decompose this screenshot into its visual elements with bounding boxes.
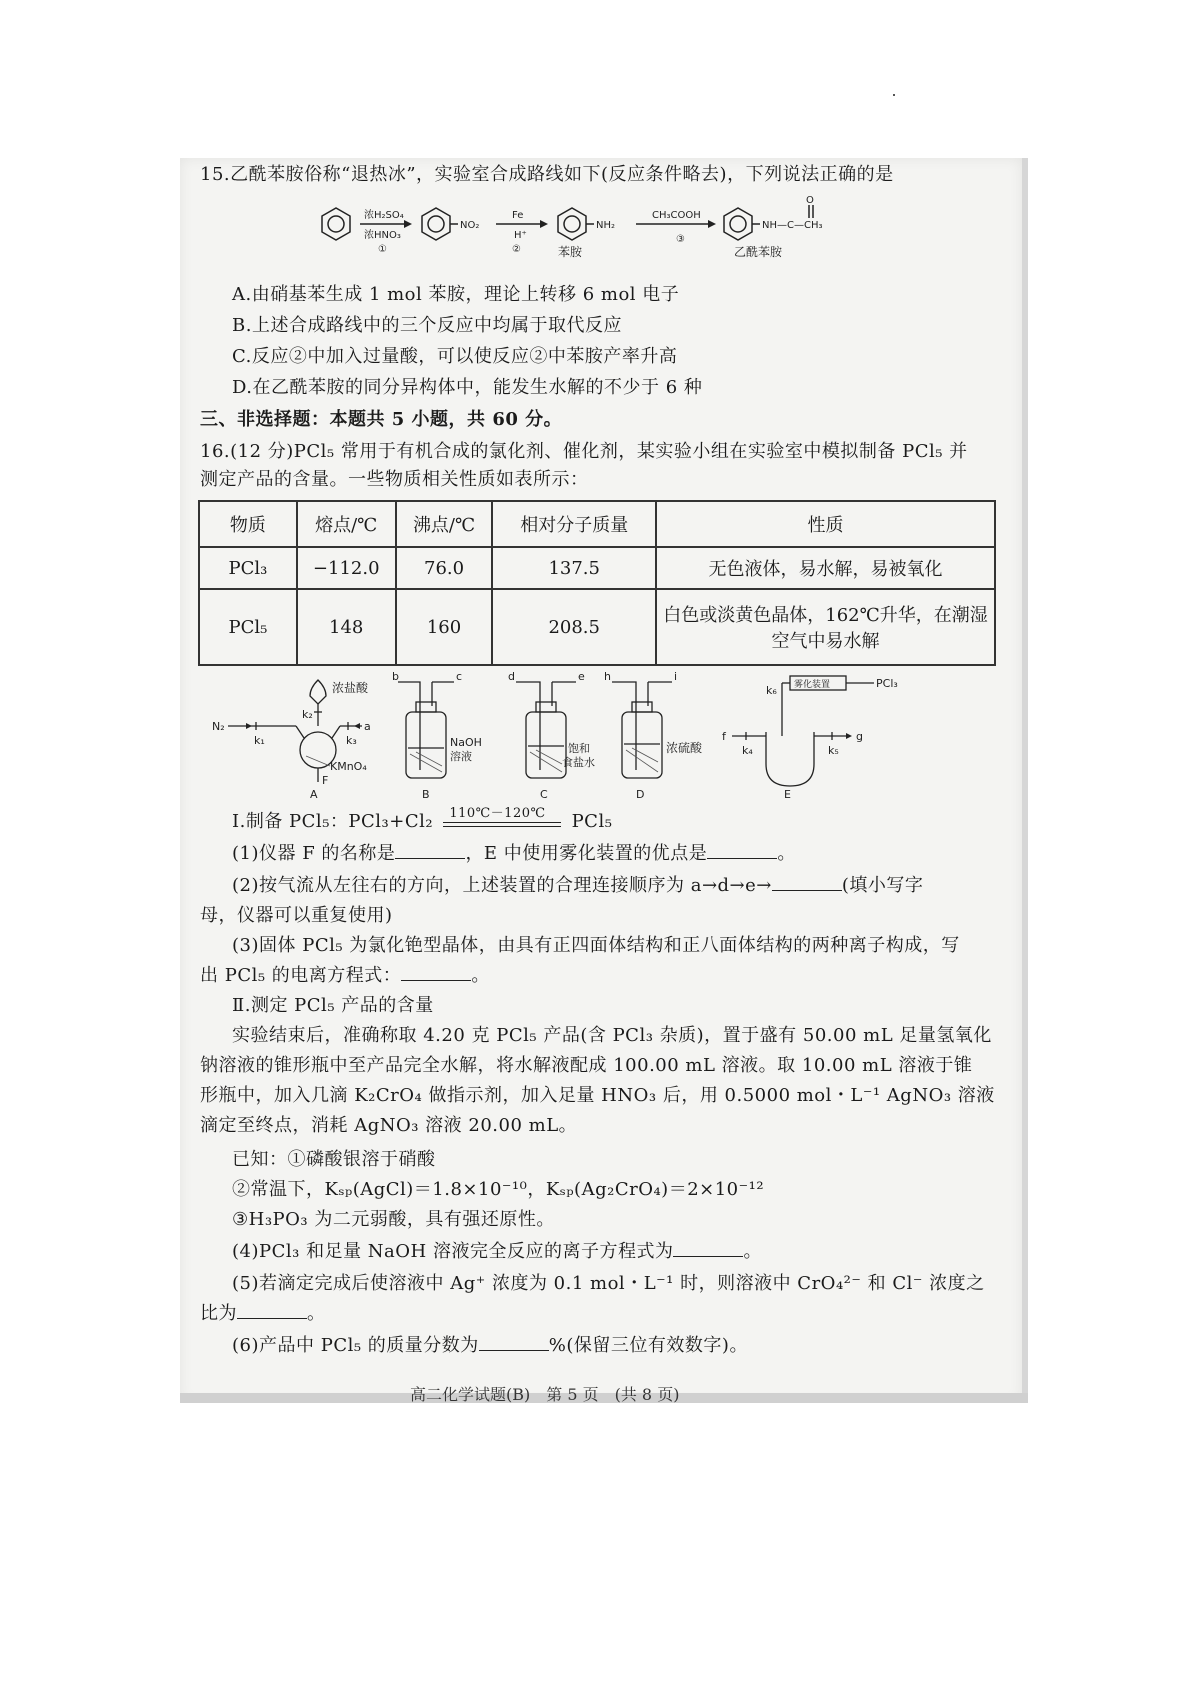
answer-blank[interactable]: [707, 842, 777, 859]
gas-bottle-b: [406, 712, 446, 778]
label-e-port: e: [578, 672, 585, 683]
cell-melting-point: 148: [297, 589, 396, 665]
q2-text: (2)按气流从左往右的方向，上述装置的合理连接顺序为 a→d→e→: [232, 875, 772, 896]
part1-product: PCl₅: [571, 811, 613, 832]
q16-sub-4: (4)PCl₃ 和足量 NaOH 溶液完全反应的离子方程式为 。: [232, 1241, 762, 1262]
label-apparatus-c: C: [540, 788, 548, 800]
label-naoh-solution: 溶液: [450, 750, 472, 763]
label-b-port: b: [392, 672, 399, 683]
header-properties: 性质: [656, 501, 995, 547]
reaction-arrow: [443, 806, 561, 832]
label-naoh: NaOH: [450, 736, 482, 749]
reagent-2-bottom: H⁺: [514, 230, 527, 241]
apparatus-diagram: [210, 672, 990, 800]
label-a: a: [364, 720, 371, 733]
label-n2: N₂: [212, 720, 225, 733]
cell-properties: 无色液体，易水解，易被氧化: [656, 547, 995, 589]
q16-sub-2: [232, 874, 1032, 898]
q16-sub-1: (1)仪器 F 的名称是 ，E 中使用雾化装置的优点是 。: [232, 843, 796, 864]
u-tube: [766, 732, 814, 786]
reaction-condition: 110℃－120℃: [449, 806, 546, 821]
q16-sub-5-cont: 比为 。: [200, 1303, 326, 1324]
answer-blank[interactable]: [479, 1334, 549, 1351]
product-name: 乙酰苯胺: [734, 245, 783, 259]
q15-option-d: D.在乙酰苯胺的同分异构体中，能发生水解的不少于 6 种: [232, 377, 703, 398]
reagent-1-top: 浓H₂SO₄: [364, 210, 404, 221]
q2-text-b: (填小写字: [841, 875, 924, 896]
label-brine: 食盐水: [562, 756, 595, 769]
procedure-line-2: 钠溶液的锥形瓶中至产品完全水解，将水解液配成 100.00 mL 溶液。取 10.00 mL 溶液于锥: [200, 1055, 973, 1076]
label-conc-h2so4: 浓硫酸: [666, 741, 703, 755]
apparatus-e: [732, 676, 874, 786]
procedure-line-3: 形瓶中，加入几滴 K₂CrO₄ 做指示剂，加入足量 HNO₃ 后，用 0.5000 mol・L⁻¹ AgNO₃ 溶液: [200, 1085, 995, 1106]
label-conc-hcl: 浓盐酸: [332, 681, 369, 695]
cell-boiling-point: 160: [396, 589, 493, 665]
q16-sub-5: (5)若滴定完成后使溶液中 Ag⁺ 浓度为 0.1 mol・L⁻¹ 时，则溶液中 CrO₄²⁻ 和 Cl⁻ 浓度之: [232, 1273, 985, 1294]
label-pcl3-feed: PCl₃: [876, 677, 898, 690]
q16-sub-3-cont: 出 PCl₅ 的电离方程式： 。: [200, 965, 490, 986]
label-k1: k₁: [254, 734, 265, 747]
reaction-3-number: ③: [676, 234, 685, 245]
cell-substance: PCl₃: [199, 547, 297, 589]
label-d-port: d: [508, 672, 515, 683]
apparatus-d: [612, 682, 672, 778]
header-melting-point: 熔点/℃: [297, 501, 396, 547]
separatory-funnel: [310, 680, 326, 704]
procedure-line-4: 滴定至终点，消耗 AgNO₃ 溶液 20.00 mL。: [200, 1115, 578, 1136]
label-g-port: g: [856, 730, 863, 743]
reaction-2-number: ②: [512, 244, 521, 255]
answer-blank[interactable]: [772, 874, 842, 891]
cell-boiling-point: 76.0: [396, 547, 493, 589]
label-i-port: i: [674, 672, 678, 683]
nitro-group: NO₂: [460, 220, 480, 231]
apparatus-b: [398, 682, 454, 778]
label-k2: k₂: [302, 708, 313, 721]
table-row: [199, 589, 995, 665]
label-apparatus-b: B: [422, 788, 430, 800]
q16-intro-1: 16.(12 分)PCl₅ 常用于有机合成的氯化剂、催化剂，某实验小组在实验室中模拟制备 PCl₅ 并: [200, 441, 968, 462]
answer-blank[interactable]: [673, 1240, 743, 1257]
table-header-row: [199, 501, 995, 547]
reagent-2-top: Fe: [512, 210, 524, 221]
benzene-ring-2: [422, 208, 450, 240]
benzene-ring-4: [724, 208, 752, 240]
label-c-port: c: [456, 672, 463, 683]
answer-blank[interactable]: [395, 842, 465, 859]
procedure-line-1: 实验结束后，准确称取 4.20 克 PCl₅ 产品(含 PCl₃ 杂质)，置于盛有 50.00 mL 足量氢氧化: [232, 1025, 992, 1046]
q1-text: (1)仪器 F 的名称是: [232, 843, 396, 864]
q15-stem: 15.乙酰苯胺俗称“退热冰”，实验室合成路线如下(反应条件略去)，下列说法正确的是: [200, 164, 894, 185]
cell-properties-line-2: 空气中易水解: [771, 631, 880, 652]
label-k5: k₅: [828, 744, 839, 757]
synthesis-scheme: [300, 196, 900, 274]
label-k6: k₆: [766, 684, 777, 697]
header-boiling-point: 沸点/℃: [396, 501, 493, 547]
known-3: ③H₃PO₃ 为二元弱酸，具有强还原性。: [232, 1209, 555, 1230]
q4-text: (4)PCl₃ 和足量 NaOH 溶液完全反应的离子方程式为: [232, 1241, 674, 1262]
label-k4: k₄: [742, 744, 753, 757]
label-f: F: [322, 774, 329, 787]
aniline-name: 苯胺: [558, 245, 583, 259]
label-saturated: 饱和: [568, 742, 590, 755]
scan-speck: [893, 94, 895, 96]
q16-intro-2: 测定产品的含量。一些物质相关性质如表所示：: [200, 469, 589, 490]
answer-blank[interactable]: [237, 1302, 307, 1319]
reaction-1-number: ①: [378, 244, 387, 255]
label-apparatus-d: D: [636, 788, 645, 800]
answer-blank[interactable]: [401, 964, 471, 981]
q1-text-b: ，E 中使用雾化装置的优点是: [465, 843, 708, 864]
part1-title: Ⅰ.制备 PCl₅：PCl₃+Cl₂: [232, 811, 434, 832]
part1-heading: [232, 806, 1032, 834]
gas-bottle-d: [622, 712, 662, 778]
reagent-3-top: CH₃COOH: [652, 210, 701, 221]
table-row: [199, 547, 995, 589]
header-molar-mass: 相对分子质量: [492, 501, 656, 547]
label-apparatus-e: E: [784, 788, 791, 800]
label-k3: k₃: [346, 734, 357, 747]
page-footer: 高二化学试题(B) 第 5 页 (共 8 页): [410, 1385, 680, 1404]
q6-text: (6)产品中 PCl₅ 的质量分数为: [232, 1335, 479, 1356]
amide-group: NH—C—CH₃: [762, 220, 823, 231]
amine-group: NH₂: [596, 220, 616, 231]
carbonyl-oxygen: O: [806, 196, 814, 206]
cell-melting-point: −112.0: [297, 547, 396, 589]
cell-molar-mass: 137.5: [492, 547, 656, 589]
cell-molar-mass: 208.5: [492, 589, 656, 665]
benzene-ring-1: [322, 208, 350, 240]
properties-table: [198, 500, 996, 666]
q16-sub-6: [232, 1334, 1032, 1358]
q16-sub-2-cont: 母，仪器可以重复使用): [200, 905, 393, 926]
q15-option-c: C.反应②中加入过量酸，可以使反应②中苯胺产率升高: [232, 346, 678, 367]
known-1: 已知：①磷酸银溶于硝酸: [232, 1149, 436, 1170]
q16-sub-3: (3)固体 PCl₅ 为氯化铯型晶体，由具有正四面体结构和正八面体结构的两种离子构成，写: [232, 935, 960, 956]
q5-text-b: 比为: [200, 1303, 237, 1324]
q15-option-a: A.由硝基苯生成 1 mol 苯胺，理论上转移 6 mol 电子: [232, 284, 680, 305]
label-kmno4: KMnO₄: [330, 760, 367, 773]
cell-substance: PCl₅: [199, 589, 297, 665]
label-apparatus-a: A: [310, 788, 318, 800]
cell-properties: [656, 589, 995, 665]
label-h-port: h: [604, 672, 611, 683]
label-f-port: f: [722, 730, 726, 743]
label-spray-device: 雾化装置: [794, 680, 831, 690]
cell-properties-line-1: 白色或淡黄色晶体，162℃升华，在潮湿: [663, 605, 988, 626]
known-2: ②常温下，Kₛₚ(AgCl)＝1.8×10⁻¹⁰，Kₛₚ(Ag₂CrO₄)＝2×10⁻¹²: [232, 1179, 765, 1200]
q15-option-b: B.上述合成路线中的三个反应中均属于取代反应: [232, 315, 622, 336]
header-substance: 物质: [199, 501, 297, 547]
reagent-1-bottom: 浓HNO₃: [364, 230, 401, 241]
part2-heading: Ⅱ.测定 PCl₅ 产品的含量: [232, 995, 434, 1016]
gas-bottle-c: [526, 712, 566, 778]
benzene-ring-3: [558, 208, 586, 240]
section-3-heading: 三、非选择题：本题共 5 小题，共 60 分。: [200, 409, 563, 430]
q6-text-b: %(保留三位有效数字)。: [548, 1335, 748, 1356]
q3-text-b: 出 PCl₅ 的电离方程式：: [200, 965, 402, 986]
